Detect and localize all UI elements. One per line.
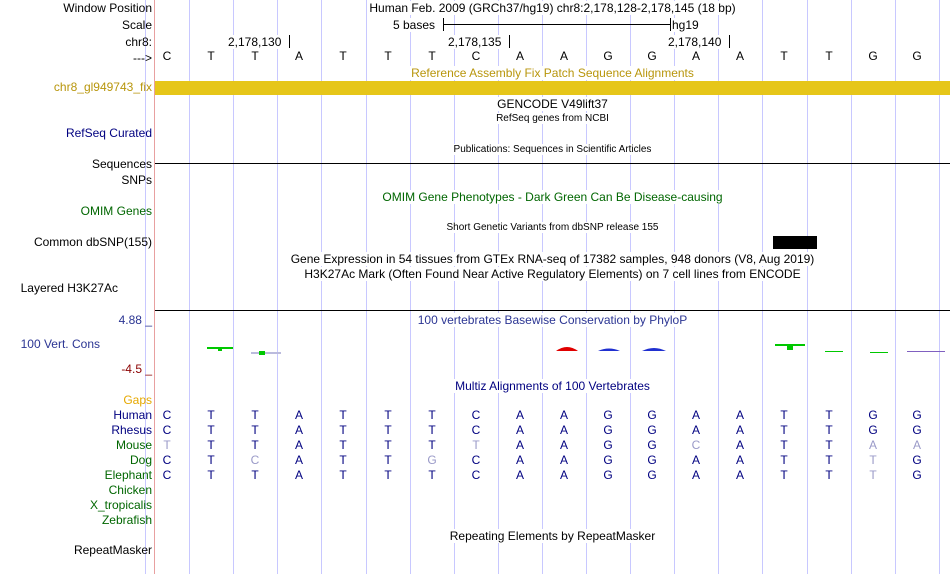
conservation-title[interactable]: 100 vertebrates Basewise Conservation by PhyloP [417, 313, 688, 327]
alignment-base: G [647, 468, 657, 482]
alignment-base: C [471, 408, 481, 422]
gtex-title[interactable]: Gene Expression in 54 tissues from GTEx RNA-seq of 17382 samples, 948 donors (V8, Aug 2019) [290, 252, 815, 266]
alignment-base: C [691, 438, 701, 452]
ref-base: T [251, 49, 259, 63]
alignment-base: T [384, 423, 392, 437]
alignment-base: G [603, 468, 613, 482]
dbsnp-variant[interactable] [773, 236, 817, 249]
assembly-name: hg19 [672, 18, 699, 32]
repeatmasker-title[interactable]: Repeating Elements by RepeatMasker [449, 529, 656, 543]
scale-bar [443, 24, 671, 25]
alignment-base: T [339, 438, 347, 452]
sequences-line [155, 163, 950, 164]
alignment-base: A [294, 423, 303, 437]
alignment-base: G [912, 408, 922, 422]
ref-base: A [691, 49, 700, 63]
alignment-base: T [869, 453, 877, 467]
alignment-base: C [471, 468, 481, 482]
alignment-base: T [780, 468, 788, 482]
ref-base: T [825, 49, 833, 63]
ref-base: T [428, 49, 436, 63]
alignment-base: T [384, 438, 392, 452]
species-label-rhesus[interactable]: Rhesus [111, 423, 152, 437]
refseq-label[interactable]: RefSeq Curated [65, 126, 152, 140]
cons-bar-5 [870, 352, 888, 353]
alignment-base: A [735, 438, 744, 452]
gencode-title[interactable]: GENCODE V49lift37 [497, 97, 608, 111]
window-position-label: Window Position [63, 1, 152, 15]
snps-label[interactable]: SNPs [121, 173, 152, 187]
alignment-base: G [912, 453, 922, 467]
species-label-human[interactable]: Human [113, 408, 152, 422]
h3k27ac-label[interactable]: Layered H3K27Ac [20, 281, 118, 295]
alignment-base: A [515, 453, 524, 467]
coord-3: 2,178,140 [668, 35, 722, 49]
scale-label: Scale [121, 18, 152, 32]
alignment-base: G [647, 423, 657, 437]
ref-base: C [471, 49, 481, 63]
omim-label[interactable]: OMIM Genes [80, 204, 152, 218]
species-label-dog[interactable]: Dog [129, 453, 152, 467]
alignment-base: G [647, 438, 657, 452]
alignment-base: T [780, 408, 788, 422]
alignment-base: T [339, 453, 347, 467]
alignment-base: G [912, 423, 922, 437]
ref-base: G [603, 49, 613, 63]
chrom-label: chr8: [125, 35, 152, 49]
coord-1-tick [289, 35, 290, 48]
alignment-base: T [825, 423, 833, 437]
alignment-base: T [339, 468, 347, 482]
alignment-base: T [207, 453, 215, 467]
alignment-base: A [294, 453, 303, 467]
scale-text: 5 bases [393, 18, 436, 32]
ref-base: G [912, 49, 922, 63]
cons-bar-6 [907, 351, 945, 352]
alignment-base: T [428, 468, 436, 482]
alignment-base: G [647, 453, 657, 467]
coord-2-tick [509, 35, 510, 48]
alignment-base: A [559, 453, 568, 467]
species-label-mouse[interactable]: Mouse [115, 438, 152, 452]
alignment-base: T [251, 438, 259, 452]
alignment-base: G [647, 408, 657, 422]
cons-peak-2 [259, 351, 265, 355]
dbsnp-label[interactable]: Common dbSNP(155) [33, 235, 152, 249]
ref-base: T [207, 49, 215, 63]
alignment-base: A [559, 423, 568, 437]
alignment-base: G [868, 408, 878, 422]
alignment-base: A [691, 453, 700, 467]
alignment-base: A [691, 468, 700, 482]
omim-title[interactable]: OMIM Gene Phenotypes - Dark Green Can Be Disease-causing [382, 190, 723, 204]
alignment-base: A [912, 438, 921, 452]
cons-bar-2 [251, 352, 281, 354]
alignment-base: T [207, 468, 215, 482]
h3k27ac-title[interactable]: H3K27Ac Mark (Often Found Near Active Regulatory Elements) on 7 cell lines from ENCODE [304, 267, 801, 281]
scale-bar-left-tick [443, 18, 444, 31]
alignment-base: A [735, 468, 744, 482]
alignment-base: A [515, 423, 524, 437]
ref-base: T [780, 49, 788, 63]
alignment-base: G [603, 423, 613, 437]
alignment-base: T [825, 438, 833, 452]
track-labels [0, 0, 154, 574]
alignment-base: A [515, 468, 524, 482]
species-label-elephant[interactable]: Elephant [104, 468, 152, 482]
alignment-base: T [207, 423, 215, 437]
alignment-base: A [691, 423, 700, 437]
ref-base: G [868, 49, 878, 63]
alignment-base: C [162, 453, 172, 467]
alignment-base: G [603, 408, 613, 422]
cons-logo-g2 [642, 348, 666, 351]
alignment-base: T [207, 438, 215, 452]
alignment-base: A [559, 408, 568, 422]
conservation-min: -4.5 _ [121, 362, 152, 376]
strand-arrow-label: ---> [133, 51, 152, 65]
alignment-base: A [559, 468, 568, 482]
alignment-base: T [384, 468, 392, 482]
cons-peak-1 [218, 347, 222, 351]
alignment-base: A [294, 408, 303, 422]
alignment-base: T [384, 453, 392, 467]
coord-2: 2,178,135 [448, 35, 502, 49]
alignment-base: T [384, 408, 392, 422]
species-label-zebrafish[interactable]: Zebrafish [101, 513, 152, 527]
alignment-base: A [735, 423, 744, 437]
alignment-base: T [339, 423, 347, 437]
scale-bar-right-tick [670, 18, 671, 31]
ref-base: T [384, 49, 392, 63]
cons-peak-3 [787, 344, 793, 350]
alignment-base: A [515, 408, 524, 422]
alignment-base: A [691, 408, 700, 422]
multiz-title[interactable]: Multiz Alignments of 100 Vertebrates [455, 379, 650, 393]
fix-patch-label[interactable]: chr8_gl949743_fix [53, 80, 152, 94]
cons-logo-g1 [598, 349, 620, 352]
alignment-base: A [735, 408, 744, 422]
alignment-base: T [825, 468, 833, 482]
alignment-base: T [207, 408, 215, 422]
fix-patch-title[interactable]: Reference Assembly Fix Patch Sequence Alignments [411, 66, 694, 80]
alignment-base: G [603, 453, 613, 467]
track-area [155, 0, 950, 574]
refseq-title[interactable]: RefSeq genes from NCBI [496, 113, 609, 124]
alignment-base: G [427, 453, 437, 467]
alignment-base: T [472, 438, 480, 452]
alignment-base: T [825, 408, 833, 422]
sequences-label[interactable]: Sequences [91, 157, 152, 171]
dbsnp-title[interactable]: Short Genetic Variants from dbSNP release 155 [446, 222, 659, 233]
alignment-base: T [339, 408, 347, 422]
alignment-base: T [428, 408, 436, 422]
alignment-base: A [735, 453, 744, 467]
alignment-base: C [162, 468, 172, 482]
alignment-base: A [515, 438, 524, 452]
alignment-base: T [163, 438, 171, 452]
alignment-base: G [868, 423, 878, 437]
ref-base: A [735, 49, 744, 63]
cons-bar-4 [825, 351, 843, 352]
alignment-base: G [603, 438, 613, 452]
gaps-label[interactable]: Gaps [123, 393, 152, 407]
alignment-base: T [780, 438, 788, 452]
cons-logo-a [556, 347, 578, 351]
alignment-base: A [559, 438, 568, 452]
species-label-chicken[interactable]: Chicken [108, 483, 152, 497]
fix-patch-bar[interactable] [155, 81, 950, 95]
alignment-base: T [251, 468, 259, 482]
alignment-base: C [250, 453, 260, 467]
alignment-base: T [869, 468, 877, 482]
ref-base: T [339, 49, 347, 63]
alignment-base: T [428, 423, 436, 437]
ref-base: G [647, 49, 657, 63]
alignment-base: A [294, 438, 303, 452]
alignment-base: T [780, 453, 788, 467]
repeatmasker-label[interactable]: RepeatMasker [73, 543, 152, 557]
conservation-label[interactable]: 100 Vert. Cons [20, 337, 100, 351]
species-label-x_tropicalis[interactable]: X_tropicalis [89, 498, 152, 512]
alignment-base: A [868, 438, 877, 452]
alignment-base: A [294, 468, 303, 482]
coord-3-tick [729, 35, 730, 48]
ref-base: A [294, 49, 303, 63]
publications-title[interactable]: Publications: Sequences in Scientific Articles [453, 144, 652, 155]
alignment-base: C [471, 423, 481, 437]
conservation-max: 4.88 _ [118, 313, 152, 327]
window-position-value: Human Feb. 2009 (GRCh37/hg19) chr8:2,178,128-2,178,145 (18 bp) [369, 1, 736, 15]
coord-1: 2,178,130 [228, 35, 282, 49]
alignment-base: T [428, 438, 436, 452]
alignment-base: C [162, 423, 172, 437]
alignment-base: G [912, 468, 922, 482]
alignment-base: T [825, 453, 833, 467]
conservation-wiggle[interactable] [155, 330, 950, 370]
ref-base: A [515, 49, 524, 63]
alignment-base: C [162, 408, 172, 422]
alignment-base: C [471, 453, 481, 467]
alignment-base: T [780, 423, 788, 437]
ref-base: A [559, 49, 568, 63]
ref-base: C [162, 49, 172, 63]
alignment-base: T [251, 408, 259, 422]
alignment-base: T [251, 423, 259, 437]
h3k27ac-baseline [155, 310, 950, 311]
